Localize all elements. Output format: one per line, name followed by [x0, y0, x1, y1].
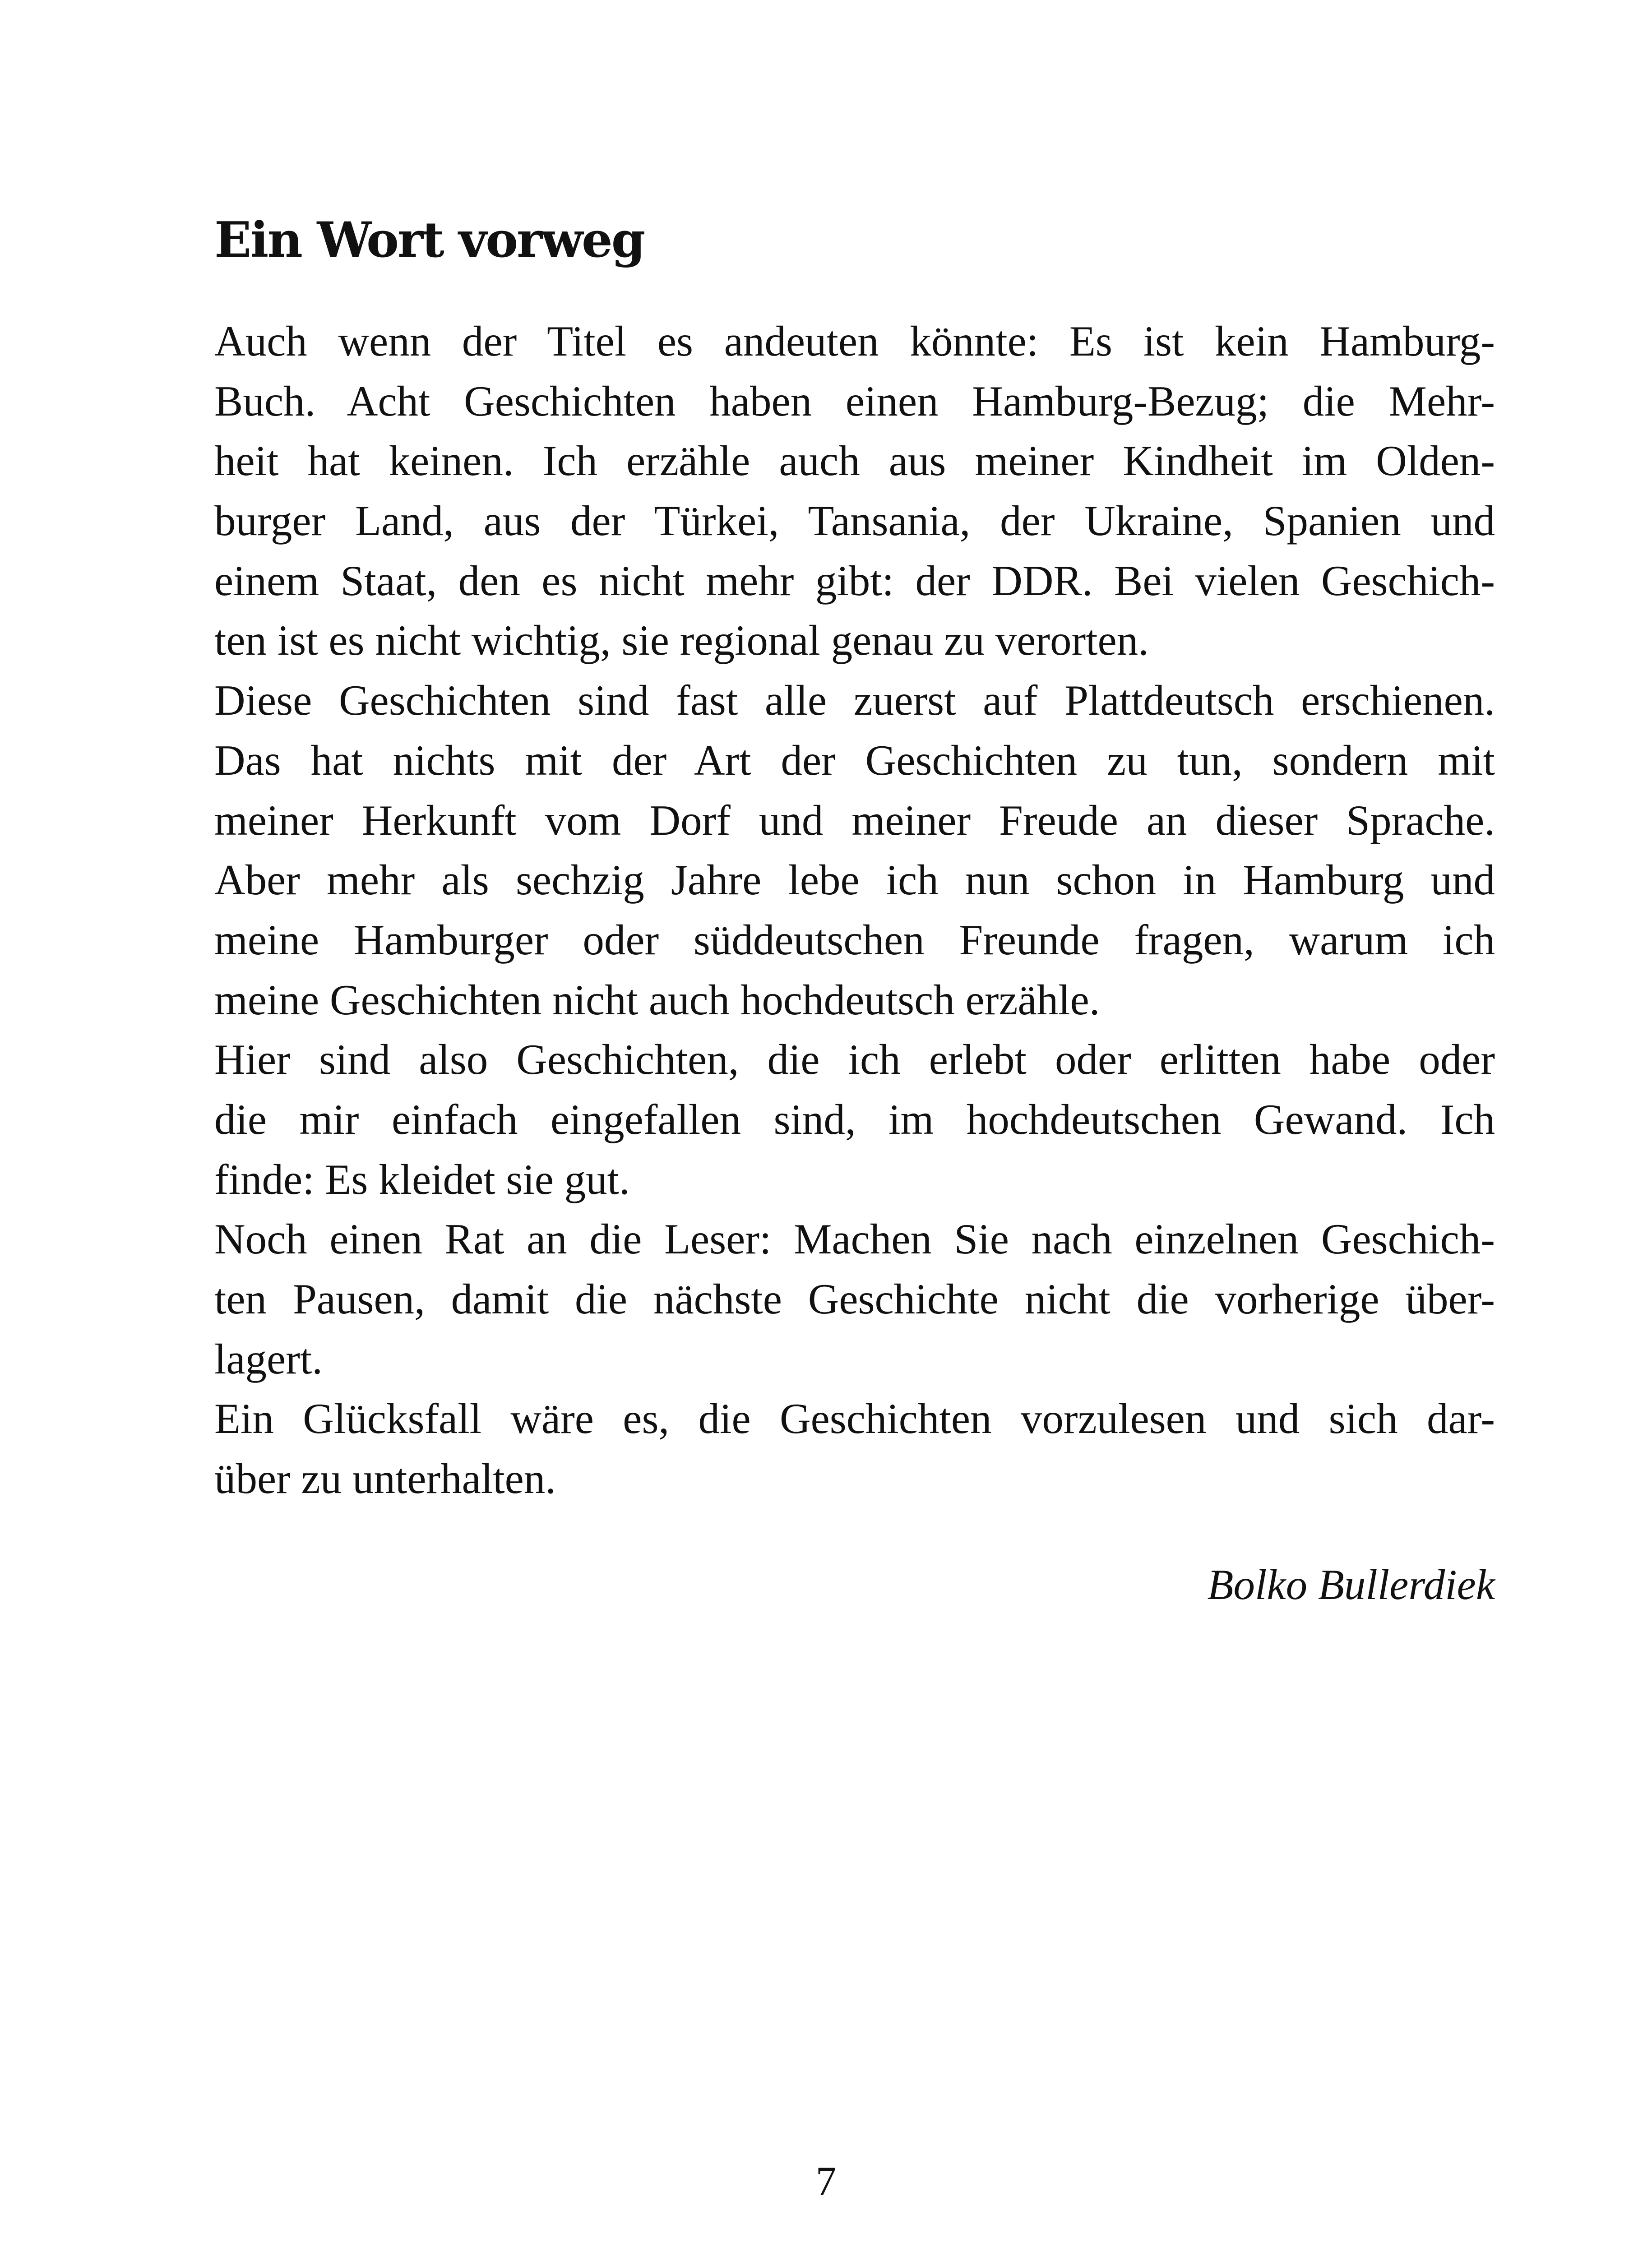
text-line: einem Staat, den es nicht mehr gibt: der DDR. Bei vielen Geschich- — [214, 556, 1495, 605]
page-number: 7 — [815, 2158, 837, 2204]
author-signature: Bolko Bullerdiek — [1207, 1561, 1495, 1609]
text-line: Buch. Acht Geschichten haben einen Hamburg-Bezug; die Mehr- — [214, 377, 1495, 425]
text-line: meine Geschichten nicht auch hochdeutsch erzähle. — [214, 975, 1100, 1024]
text-line: ten ist es nicht wichtig, sie regional genau zu verorten. — [214, 616, 1149, 665]
text-line: Hier sind also Geschichten, die ich erlebt oder erlitten habe oder — [214, 1036, 1495, 1084]
body-text — [214, 311, 1495, 1509]
text-line: Noch einen Rat an die Leser: Machen Sie nach einzelnen Geschich- — [214, 1215, 1495, 1263]
text-line: meiner Herkunft vom Dorf und meiner Freude an dieser Sprache. — [214, 796, 1495, 844]
text-line: heit hat keinen. Ich erzähle auch aus meiner Kindheit im Olden- — [214, 437, 1495, 485]
text-line: lagert. — [214, 1335, 323, 1383]
text-line: die mir einfach eingefallen sind, im hochdeutschen Gewand. Ich — [214, 1095, 1495, 1143]
text-line: Aber mehr als sechzig Jahre lebe ich nun schon in Hamburg und — [214, 856, 1495, 904]
text-line: burger Land, aus der Türkei, Tansania, der Ukraine, Spanien und — [214, 497, 1495, 545]
text-line: über zu unterhalten. — [214, 1455, 556, 1503]
text-line: meine Hamburger oder süddeutschen Freunde fragen, warum ich — [214, 915, 1495, 964]
text-line: Das hat nichts mit der Art der Geschichten zu tun, sondern mit — [214, 736, 1495, 784]
text-line: Auch wenn der Titel es andeuten könnte: Es ist kein Hamburg- — [214, 317, 1495, 365]
page-title: Ein Wort vorweg — [214, 212, 644, 268]
text-line: Diese Geschichten sind fast alle zuerst auf Plattdeutsch erschienen. — [214, 676, 1495, 725]
text-line: finde: Es kleidet sie gut. — [214, 1155, 630, 1203]
text-line: ten Pausen, damit die nächste Geschichte nicht die vorherige über- — [214, 1275, 1495, 1323]
text-line: Ein Glücksfall wäre es, die Geschichten vorzulesen und sich dar- — [214, 1395, 1495, 1443]
